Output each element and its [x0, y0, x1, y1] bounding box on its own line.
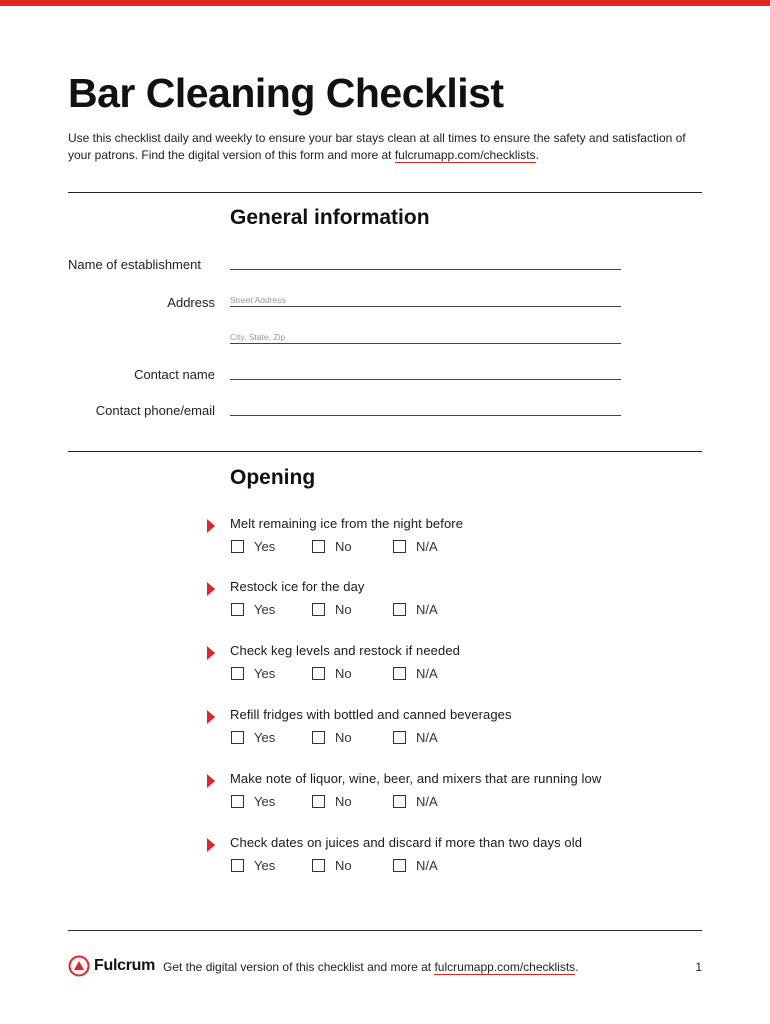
checkbox-icon [393, 667, 406, 680]
option-label-na: N/A [416, 794, 438, 809]
checkbox-icon [393, 795, 406, 808]
page-number: 1 [695, 960, 702, 974]
city-state-zip-placeholder: City, State, Zip [230, 332, 286, 342]
intro-link[interactable]: fulcrumapp.com/checklists [394, 147, 536, 162]
bullet-arrow-icon [207, 838, 215, 852]
footer-divider [68, 930, 702, 931]
checklist-item-text: Melt remaining ice from the night before [230, 516, 464, 531]
footer-text-end: . [575, 960, 579, 974]
checklist-item-text: Refill fridges with bottled and canned beverages [230, 707, 512, 722]
bullet-arrow-icon [207, 519, 215, 533]
footer-text-body: Get the digital version of this checklist and more at [163, 960, 435, 974]
contact-name-field[interactable] [230, 367, 621, 380]
checkbox-icon [231, 859, 244, 872]
logo-text: Fulcrum [94, 957, 156, 974]
option-label-na: N/A [416, 602, 438, 617]
intro-end: . [535, 147, 539, 162]
checklist-item [0, 771, 770, 821]
checkbox-icon [312, 603, 325, 616]
section-title-general: General information [230, 206, 430, 229]
fulcrum-logo-icon [68, 955, 90, 977]
checkbox-icon [231, 603, 244, 616]
option-label-na: N/A [416, 858, 438, 873]
footer-link[interactable]: fulcrumapp.com/checklists [434, 960, 576, 974]
footer-text [163, 960, 579, 974]
field-label-contact-phone: Contact phone/email [95, 403, 215, 418]
checkbox-icon [231, 667, 244, 680]
street-address-field[interactable] [230, 294, 621, 307]
checklist-item [0, 579, 770, 629]
checklist-item [0, 643, 770, 693]
option-label-na: N/A [416, 539, 438, 554]
field-label-establishment: Name of establishment [68, 257, 201, 272]
option-label-no: No [335, 666, 352, 681]
checkbox-icon [393, 603, 406, 616]
checkbox-icon [231, 795, 244, 808]
bullet-arrow-icon [207, 710, 215, 724]
checklist-item-text: Restock ice for the day [230, 579, 365, 594]
page-title: Bar Cleaning Checklist [68, 70, 504, 116]
checkbox-icon [231, 540, 244, 553]
option-label-no: No [335, 858, 352, 873]
checklist-item [0, 707, 770, 757]
top-accent-bar [0, 0, 770, 6]
intro-text: Use this checklist daily and weekly to ensure your bar stays clean at all times to ensure the safety and satisfaction of your patrons. Find the digital version of this form and more at [68, 131, 686, 162]
checklist-item-text: Check keg levels and restock if needed [230, 643, 460, 658]
option-label-yes: Yes [254, 858, 276, 873]
option-label-no: No [335, 602, 352, 617]
checkbox-icon [393, 540, 406, 553]
checklist-item-text: Check dates on juices and discard if more than two days old [230, 835, 583, 850]
checkbox-icon [312, 540, 325, 553]
checklist-item [0, 516, 770, 566]
checkbox-icon [312, 731, 325, 744]
option-label-na: N/A [416, 730, 438, 745]
bullet-arrow-icon [207, 582, 215, 596]
intro-paragraph [68, 130, 708, 163]
section-divider-opening [68, 451, 702, 452]
option-label-yes: Yes [254, 666, 276, 681]
establishment-name-field[interactable] [230, 257, 621, 270]
checkbox-icon [231, 731, 244, 744]
street-address-placeholder: Street Address [230, 295, 286, 305]
option-label-yes: Yes [254, 539, 276, 554]
checklist-item [0, 835, 770, 885]
contact-phone-email-field[interactable] [230, 403, 621, 416]
section-divider-general [68, 192, 702, 193]
option-label-yes: Yes [254, 730, 276, 745]
checkbox-icon [393, 859, 406, 872]
bullet-arrow-icon [207, 646, 215, 660]
checkbox-icon [312, 667, 325, 680]
option-label-no: No [335, 539, 352, 554]
checkbox-icon [393, 731, 406, 744]
checkbox-icon [312, 795, 325, 808]
bullet-arrow-icon [207, 774, 215, 788]
section-title-opening: Opening [230, 466, 316, 489]
checklist-item-text: Make note of liquor, wine, beer, and mixers that are running low [230, 771, 602, 786]
option-label-no: No [335, 794, 352, 809]
checkbox-icon [312, 859, 325, 872]
option-label-na: N/A [416, 666, 438, 681]
field-label-address: Address [167, 295, 215, 310]
option-label-no: No [335, 730, 352, 745]
option-label-yes: Yes [254, 794, 276, 809]
option-label-yes: Yes [254, 602, 276, 617]
field-label-contact-name: Contact name [134, 367, 215, 382]
city-state-zip-field[interactable] [230, 331, 621, 344]
